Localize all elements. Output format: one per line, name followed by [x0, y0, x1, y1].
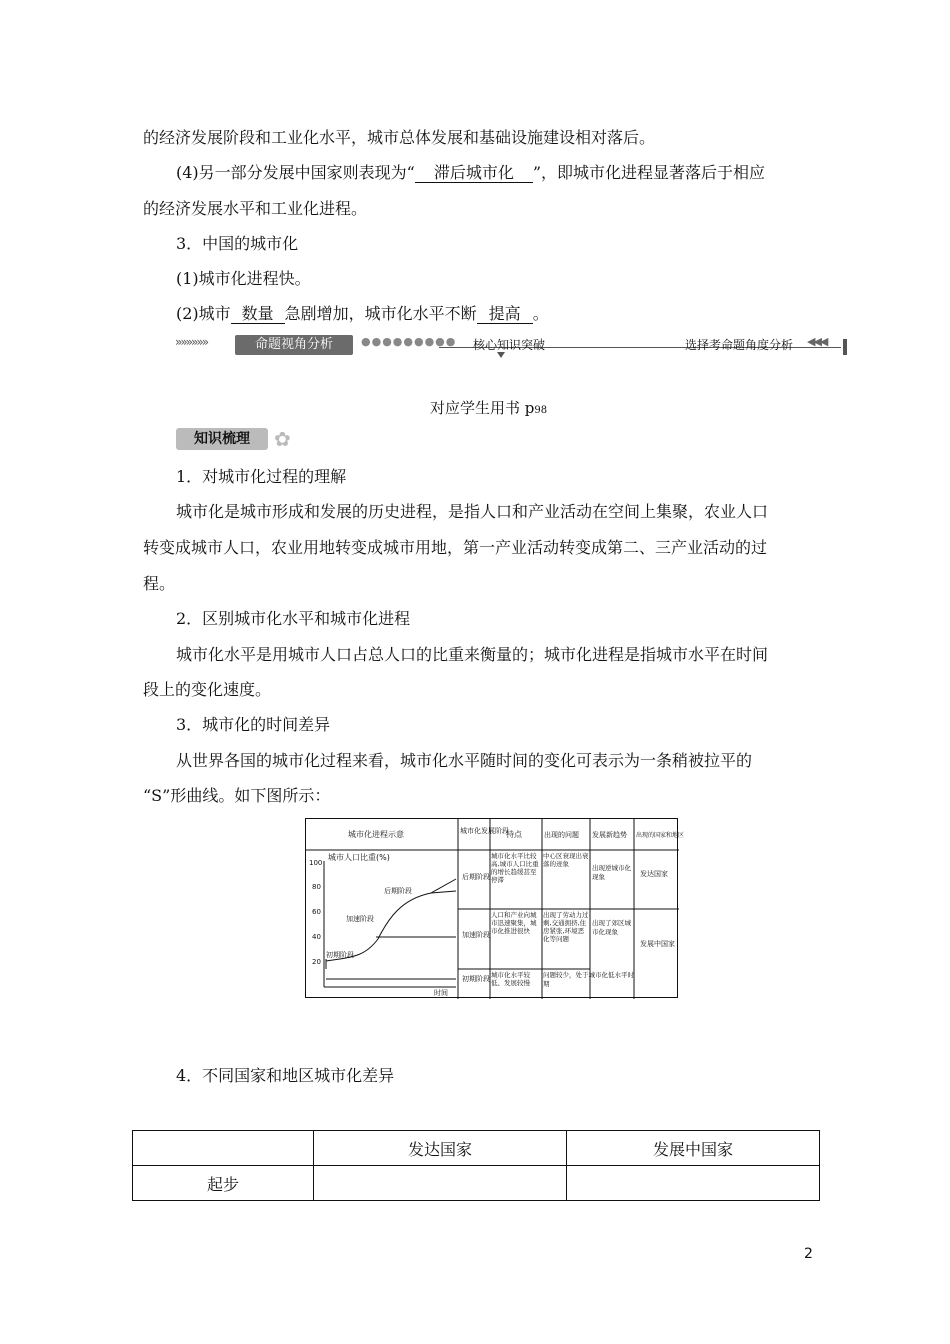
ytick-label: 20 — [312, 958, 321, 966]
fig-header: 特点 — [506, 830, 522, 839]
stage-label-early: 初期阶段 — [326, 951, 354, 959]
item-heading: 2．区别城市化水平和城市化进程 — [176, 609, 411, 628]
arrows-left-icon: ◀◀◀ — [807, 335, 827, 348]
banner-end-bar — [843, 339, 847, 355]
paragraph-text: (2)城市 数量 急剧增加，城市化水平不断 提高 。 — [176, 304, 549, 323]
row-feature: 城市化水平较低、发展较慢 — [491, 971, 530, 987]
row-trend: 出现逆城市化现象 — [592, 864, 631, 881]
paragraph-text: (4)另一部分发展中国家则表现为“ 滞后城市化 ”，即城市化进程显著落后于相应 — [176, 163, 766, 182]
table-header — [133, 1131, 314, 1166]
paragraph-text: 程。 — [143, 574, 176, 593]
item-heading: 3．城市化的时间差异 — [176, 715, 331, 734]
fill-blank: 滞后城市化 — [415, 164, 533, 183]
row-problem: 出现了劳动力过剩,交通拥挤,住房紧张,环境恶化等问题 — [543, 911, 589, 943]
row-region: 发达国家 — [640, 870, 668, 878]
row-region: 发展中国家 — [640, 940, 675, 948]
stage-label-late: 后期阶段 — [384, 887, 412, 895]
book-reference: 对应学生用书 p98 — [430, 399, 548, 417]
paragraph-text: 城市化是城市形成和发展的历史进程，是指人口和产业活动在空间上集聚，农业人口 — [176, 502, 769, 521]
fig-header: 城市化进程示意 — [348, 830, 404, 839]
chart-xlabel: 时间 — [434, 989, 448, 997]
paragraph-text: 从世界各国的城市化过程来看，城市化水平随时间的变化可表示为一条稍被拉平的 — [176, 751, 753, 770]
fig-header: 城市化发展阶段 — [460, 827, 509, 835]
flower-icon: ✿ — [274, 427, 291, 451]
row-stage: 加速阶段 — [462, 931, 490, 939]
table-cell — [567, 1166, 820, 1201]
section-tag: 知识梳理 — [176, 428, 268, 450]
section-banner — [143, 332, 849, 358]
item-heading: 4．不同国家和地区城市化差异 — [176, 1066, 395, 1085]
paragraph-text: (1)城市化进程快。 — [176, 269, 311, 288]
fill-blank: 提高 — [477, 305, 533, 324]
ytick-label: 100 — [309, 859, 323, 867]
item-heading: 1．对城市化过程的理解 — [176, 467, 347, 486]
ytick-label: 60 — [312, 908, 321, 916]
fig-header: 发展新趋势 — [592, 831, 627, 839]
paragraph-text: 转变成城市人口，农业用地转变成城市用地，第一产业活动转变成第二、三产业活动的过 — [143, 538, 768, 557]
row-trend: 出现了郊区城市化现象 — [592, 919, 631, 936]
section-heading: 3．中国的城市化 — [176, 234, 299, 253]
fig-header: 出现的问题 — [544, 831, 579, 839]
table-cell — [314, 1166, 567, 1201]
paragraph-text: 的经济发展水平和工业化进程。 — [143, 199, 368, 218]
ytick-label: 80 — [312, 883, 321, 891]
triangle-down-icon — [497, 352, 505, 358]
table-cell: 起步 — [133, 1166, 314, 1201]
row-stage: 初期阶段 — [462, 975, 490, 983]
chart-ylabel: 城市人口比重(%) — [328, 853, 390, 862]
paragraph-text: 段上的变化速度。 — [143, 680, 272, 699]
paragraph-text: 城市化水平是用城市人口占总人口的比重来衡量的；城市化进程是指城市水平在时间 — [176, 645, 769, 664]
banner-right-label: 选择考命题角度分析 — [685, 338, 794, 352]
banner-pill: 命题视角分析 — [235, 335, 353, 355]
urbanization-figure — [305, 818, 685, 998]
row-problem: 中心区衰现出衰落的迹象 — [543, 852, 589, 868]
row-feature: 城市化水平比较高,城市人口比重的增长趋缓甚至停滞 — [491, 852, 539, 884]
page-number: 2 — [804, 1246, 813, 1262]
row-problem: 问题较少，处于城市化低水平时期 — [543, 971, 634, 988]
table-header: 发达国家 — [314, 1131, 567, 1166]
dots-icon: ●●●●●●●●● — [361, 335, 457, 348]
arrows-icon: »»»»»» — [175, 335, 208, 349]
fig-header: 出现的国家和地区 — [636, 832, 685, 839]
banner-middle-label: 核心知识突破 — [473, 338, 546, 352]
row-feature: 人口和产业向城市迅速聚集，城市化推进很快 — [491, 911, 537, 935]
paragraph-text: 的经济发展阶段和工业化水平，城市总体发展和基础设施建设相对落后。 — [143, 128, 656, 147]
stage-label-accel: 加速阶段 — [346, 915, 374, 923]
ytick-label: 40 — [312, 933, 321, 941]
fill-blank: 数量 — [231, 305, 285, 324]
table-header: 发展中国家 — [567, 1131, 820, 1166]
comparison-table — [132, 1130, 820, 1201]
row-stage: 后期阶段 — [462, 873, 490, 881]
paragraph-text: “S”形曲线。如下图所示： — [143, 786, 331, 805]
